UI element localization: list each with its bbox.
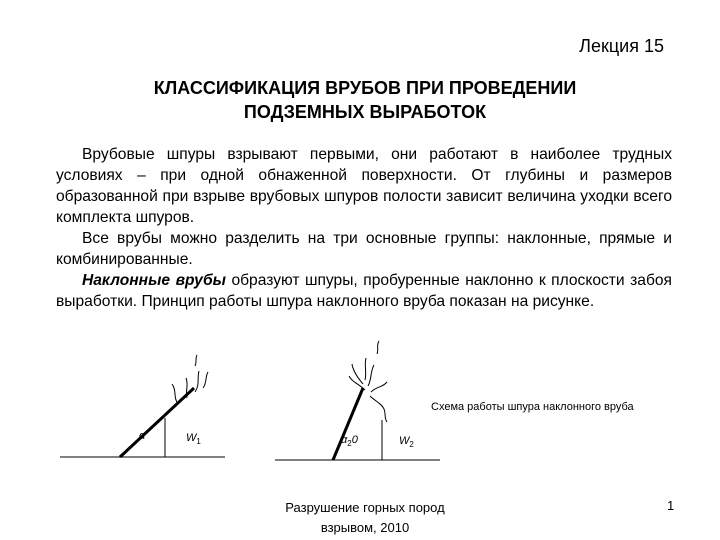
left-crack-1: [186, 378, 187, 398]
footer-line-1: Разрушение горных пород: [285, 500, 445, 515]
title-line-1: КЛАССИФИКАЦИЯ ВРУБОВ ПРИ ПРОВЕДЕНИИ: [153, 78, 577, 98]
footer-line-2: взрывом, 2010: [320, 520, 410, 535]
right-angle-letter: α: [341, 434, 348, 446]
left-crack-3: [195, 371, 199, 392]
right-angle-subscript: 2: [347, 439, 352, 449]
left-crack-5: [195, 355, 197, 366]
right-crack-3: [368, 365, 374, 386]
left-crack-2: [172, 384, 178, 404]
left-crack-4: [203, 372, 208, 388]
w1-subscript: 1: [196, 437, 201, 447]
left-borehole: [120, 388, 197, 457]
lecture-number: Лекция 15: [579, 36, 664, 56]
title-line-2: ПОДЗЕМНЫХ ВЫРАБОТОК: [243, 102, 487, 122]
right-crack-5: [365, 358, 366, 380]
w1-letter: W: [186, 432, 197, 444]
right-borehole: [333, 388, 363, 460]
right-crack-6: [377, 341, 379, 354]
paragraph-1: Врубовые шпуры взрывают первыми, они работают в наиболее трудных условиях – при одной обнаженной поверхности. От глубины и размеров образованной при взрыве врубовых шпуров полости зависит величина уходки всего комплекта шпуров.: [56, 146, 672, 226]
right-crack-4: [371, 382, 387, 392]
right-angle-label: [341, 434, 358, 448]
paragraph-3-rest: образуют шпуры, пробуренные наклонно к плоскости забоя выработки. Принцип работы шпура наклонного вруба показан на рисунке.: [56, 272, 673, 310]
right-crack-7: [370, 396, 387, 422]
w2-subscript: 2: [409, 440, 414, 450]
left-angle-label: α: [139, 430, 146, 442]
w2-letter: W: [399, 435, 410, 447]
footer-source: [255, 498, 475, 538]
figure-caption: Схема работы шпура наклонного вруба: [431, 401, 634, 413]
w1-label: [186, 432, 201, 446]
term-inclined-cuts: Наклонные врубы: [82, 272, 226, 289]
paragraph-2: Все врубы можно разделить на три основные группы: наклонные, прямые и комбинированные.: [56, 230, 672, 268]
w2-label: [399, 435, 414, 449]
page-number: 1: [667, 498, 675, 513]
right-angle-zero: 0: [351, 434, 358, 446]
